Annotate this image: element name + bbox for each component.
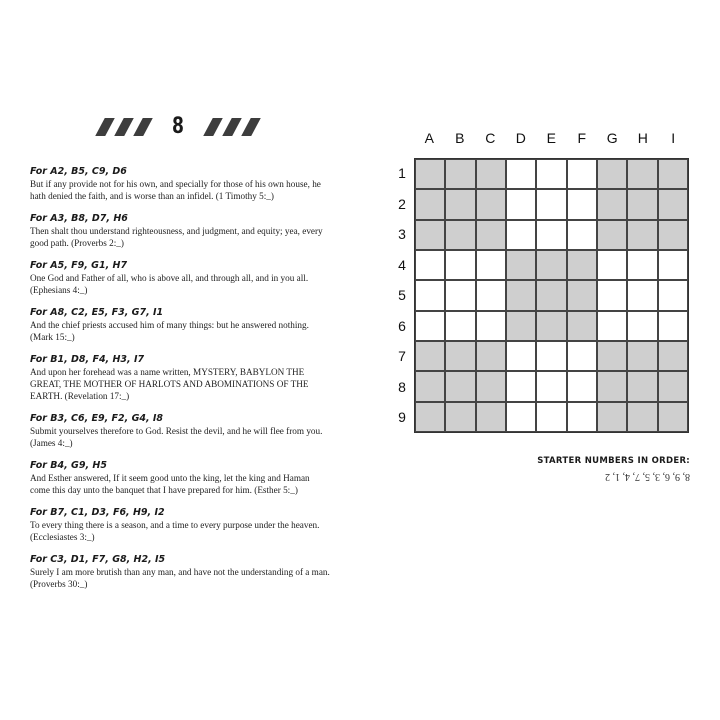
grid-cell-i1[interactable] (658, 159, 688, 189)
grid-cell-g3[interactable] (597, 220, 627, 250)
grid-cell-h5[interactable] (627, 280, 657, 310)
grid-cell-c5[interactable] (476, 280, 506, 310)
clue-verse: Then shalt thou understand righteousness, and judgment, and equity; yea, every good path. (Proverbs 2:_) (30, 226, 323, 248)
grid-cell-e4[interactable] (536, 250, 566, 280)
grid-cell-a7[interactable] (415, 341, 445, 371)
clue-verse: And Esther answered, If it seem good unto the king, let the king and Haman come this day unto the banquet that I have prepared for him. (Esther 5:_) (30, 473, 310, 495)
puzzle-grid (414, 158, 689, 433)
grid-cell-g5[interactable] (597, 280, 627, 310)
grid-cell-g9[interactable] (597, 402, 627, 432)
clue-cells: For B3, C6, E9, F2, G4, I8 (30, 413, 164, 424)
grid-cell-a8[interactable] (415, 371, 445, 401)
puzzle-number: 8 (172, 114, 184, 139)
clue-verse: Surely I am more brutish than any man, and have not the understanding of a man. (Proverbs 30:_) (30, 567, 330, 589)
grid-cell-f1[interactable] (567, 159, 597, 189)
clue-verse: And upon her forehead was a name written, MYSTERY, BABYLON THE GREAT, THE MOTHER OF HARLOTS AND ABOMINATIONS OF THE EARTH. (Revelation 17:_) (30, 367, 309, 401)
starter-numbers-label: STARTER NUMBERS IN ORDER: (537, 456, 690, 466)
grid-cell-i5[interactable] (658, 280, 688, 310)
row-label-3: 3 (398, 226, 406, 242)
decorative-stripes-left (94, 118, 156, 136)
grid-cell-b4[interactable] (445, 250, 475, 280)
clue-verse: And the chief priests accused him of many things: but he answered nothing. (Mark 15:_) (30, 320, 309, 342)
grid-cell-d2[interactable] (506, 189, 536, 219)
grid-cell-c4[interactable] (476, 250, 506, 280)
grid-cell-b1[interactable] (445, 159, 475, 189)
row-label-8: 8 (398, 378, 406, 395)
grid-cell-e5[interactable] (536, 280, 566, 310)
column-label-i: I (671, 130, 676, 146)
grid-cell-e2[interactable] (536, 189, 566, 219)
grid-cell-e7[interactable] (536, 341, 566, 371)
grid-cell-d4[interactable] (506, 250, 536, 280)
grid-cell-e3[interactable] (536, 220, 566, 250)
clue-cells: For C3, D1, F7, G8, H2, I5 (30, 554, 166, 565)
grid-cell-c1[interactable] (476, 159, 506, 189)
clue-list (30, 165, 330, 600)
grid-cell-a1[interactable] (415, 159, 445, 189)
grid-cell-e6[interactable] (536, 311, 566, 341)
grid-cell-d5[interactable] (506, 280, 536, 310)
grid-cell-d9[interactable] (506, 402, 536, 432)
grid-cell-b3[interactable] (445, 220, 475, 250)
grid-cell-d8[interactable] (506, 371, 536, 401)
grid-cell-h3[interactable] (627, 220, 657, 250)
grid-cell-b6[interactable] (445, 311, 475, 341)
grid-cell-h1[interactable] (627, 159, 657, 189)
starter-numbers: 8, 9, 6, 3, 5, 7, 4, 1, 2 (605, 471, 690, 482)
grid-cell-g8[interactable] (597, 371, 627, 401)
grid-cell-d1[interactable] (506, 159, 536, 189)
row-label-7: 7 (398, 348, 406, 364)
column-label-d: D (515, 130, 526, 146)
clue-item (30, 506, 330, 543)
column-label-a: A (424, 130, 434, 146)
clue-verse: Submit yourselves therefore to God. Resist the devil, and he will flee from you. (James 4:_) (30, 426, 323, 448)
row-label-1: 1 (398, 165, 406, 181)
row-label-2: 2 (398, 195, 406, 212)
grid-cell-i7[interactable] (658, 341, 688, 371)
grid-cell-d7[interactable] (506, 341, 536, 371)
clue-verse: But if any provide not for his own, and specially for those of his own house, he hath denied the faith, and is worse than an infidel. (1 Timothy 5:_) (30, 179, 321, 201)
grid-cell-b8[interactable] (445, 371, 475, 401)
grid-cell-f8[interactable] (567, 371, 597, 401)
grid-cell-f7[interactable] (567, 341, 597, 371)
grid-cell-f2[interactable] (567, 189, 597, 219)
puzzle-header (94, 114, 260, 142)
grid-cell-i9[interactable] (658, 402, 688, 432)
grid-cell-a2[interactable] (415, 189, 445, 219)
column-label-h: H (637, 130, 648, 146)
column-labels (414, 130, 689, 156)
row-label-4: 4 (398, 256, 406, 273)
clue-cells: For B7, C1, D3, F6, H9, I2 (30, 507, 165, 518)
grid-cell-g7[interactable] (597, 341, 627, 371)
column-label-e: E (546, 130, 556, 146)
clue-cells: For A2, B5, C9, D6 (30, 166, 127, 177)
clue-verse: One God and Father of all, who is above all, and through all, and in you all. (Ephesians 4:_) (30, 273, 309, 295)
clue-item (30, 212, 330, 249)
grid-cell-i4[interactable] (658, 250, 688, 280)
grid-cell-c7[interactable] (476, 341, 506, 371)
grid-cell-b9[interactable] (445, 402, 475, 432)
grid-cell-c8[interactable] (476, 371, 506, 401)
grid-cell-c9[interactable] (476, 402, 506, 432)
grid-cell-c3[interactable] (476, 220, 506, 250)
grid-cell-b2[interactable] (445, 189, 475, 219)
grid-cell-c2[interactable] (476, 189, 506, 219)
grid-cell-c6[interactable] (476, 311, 506, 341)
clue-item (30, 259, 330, 296)
grid-cell-b5[interactable] (445, 280, 475, 310)
column-label-c: C (485, 130, 496, 146)
grid-cell-h6[interactable] (627, 311, 657, 341)
grid-cell-a9[interactable] (415, 402, 445, 432)
grid-cell-i2[interactable] (658, 189, 688, 219)
clue-item (30, 306, 330, 343)
clue-item (30, 165, 330, 202)
grid-cell-d6[interactable] (506, 311, 536, 341)
row-label-6: 6 (398, 317, 406, 334)
row-label-9: 9 (398, 409, 406, 425)
grid-cell-d3[interactable] (506, 220, 536, 250)
clue-cells: For B1, D8, F4, H3, I7 (30, 354, 145, 365)
clue-item (30, 353, 330, 402)
grid-cell-f6[interactable] (567, 311, 597, 341)
grid-cell-i6[interactable] (658, 311, 688, 341)
grid-cell-h7[interactable] (627, 341, 657, 371)
clue-cells: For A8, C2, E5, F3, G7, I1 (30, 307, 164, 318)
grid-cell-g6[interactable] (597, 311, 627, 341)
grid-cell-f5[interactable] (567, 280, 597, 310)
row-label-5: 5 (398, 287, 406, 303)
grid-cell-e9[interactable] (536, 402, 566, 432)
grid-cell-f3[interactable] (567, 220, 597, 250)
grid-cell-h2[interactable] (627, 189, 657, 219)
clue-item (30, 412, 330, 449)
grid-cell-i8[interactable] (658, 371, 688, 401)
grid-cell-f9[interactable] (567, 402, 597, 432)
clue-item (30, 459, 330, 496)
grid-cell-a5[interactable] (415, 280, 445, 310)
grid-cell-g2[interactable] (597, 189, 627, 219)
grid-cell-b7[interactable] (445, 341, 475, 371)
grid-cell-f4[interactable] (567, 250, 597, 280)
grid-cell-e1[interactable] (536, 159, 566, 189)
grid-cell-a6[interactable] (415, 311, 445, 341)
decorative-stripes-right (202, 118, 264, 136)
grid-cell-a4[interactable] (415, 250, 445, 280)
grid-cell-i3[interactable] (658, 220, 688, 250)
grid-cell-h8[interactable] (627, 371, 657, 401)
starter-numbers-section (537, 456, 690, 484)
clue-verse: To every thing there is a season, and a time to every purpose under the heaven. (Ecclesiastes 3:_) (30, 520, 320, 542)
grid-cell-h9[interactable] (627, 402, 657, 432)
clue-cells: For A3, B8, D7, H6 (30, 213, 128, 224)
column-label-f: F (577, 130, 587, 146)
clue-item (30, 553, 330, 590)
clue-cells: For B4, G9, H5 (30, 460, 107, 471)
grid-cell-a3[interactable] (415, 220, 445, 250)
grid-cell-g1[interactable] (597, 159, 627, 189)
column-label-b: B (455, 130, 465, 146)
column-label-g: G (606, 130, 618, 146)
grid-cell-e8[interactable] (536, 371, 566, 401)
grid-cell-h4[interactable] (627, 250, 657, 280)
clue-cells: For A5, F9, G1, H7 (30, 260, 128, 271)
grid-cell-g4[interactable] (597, 250, 627, 280)
